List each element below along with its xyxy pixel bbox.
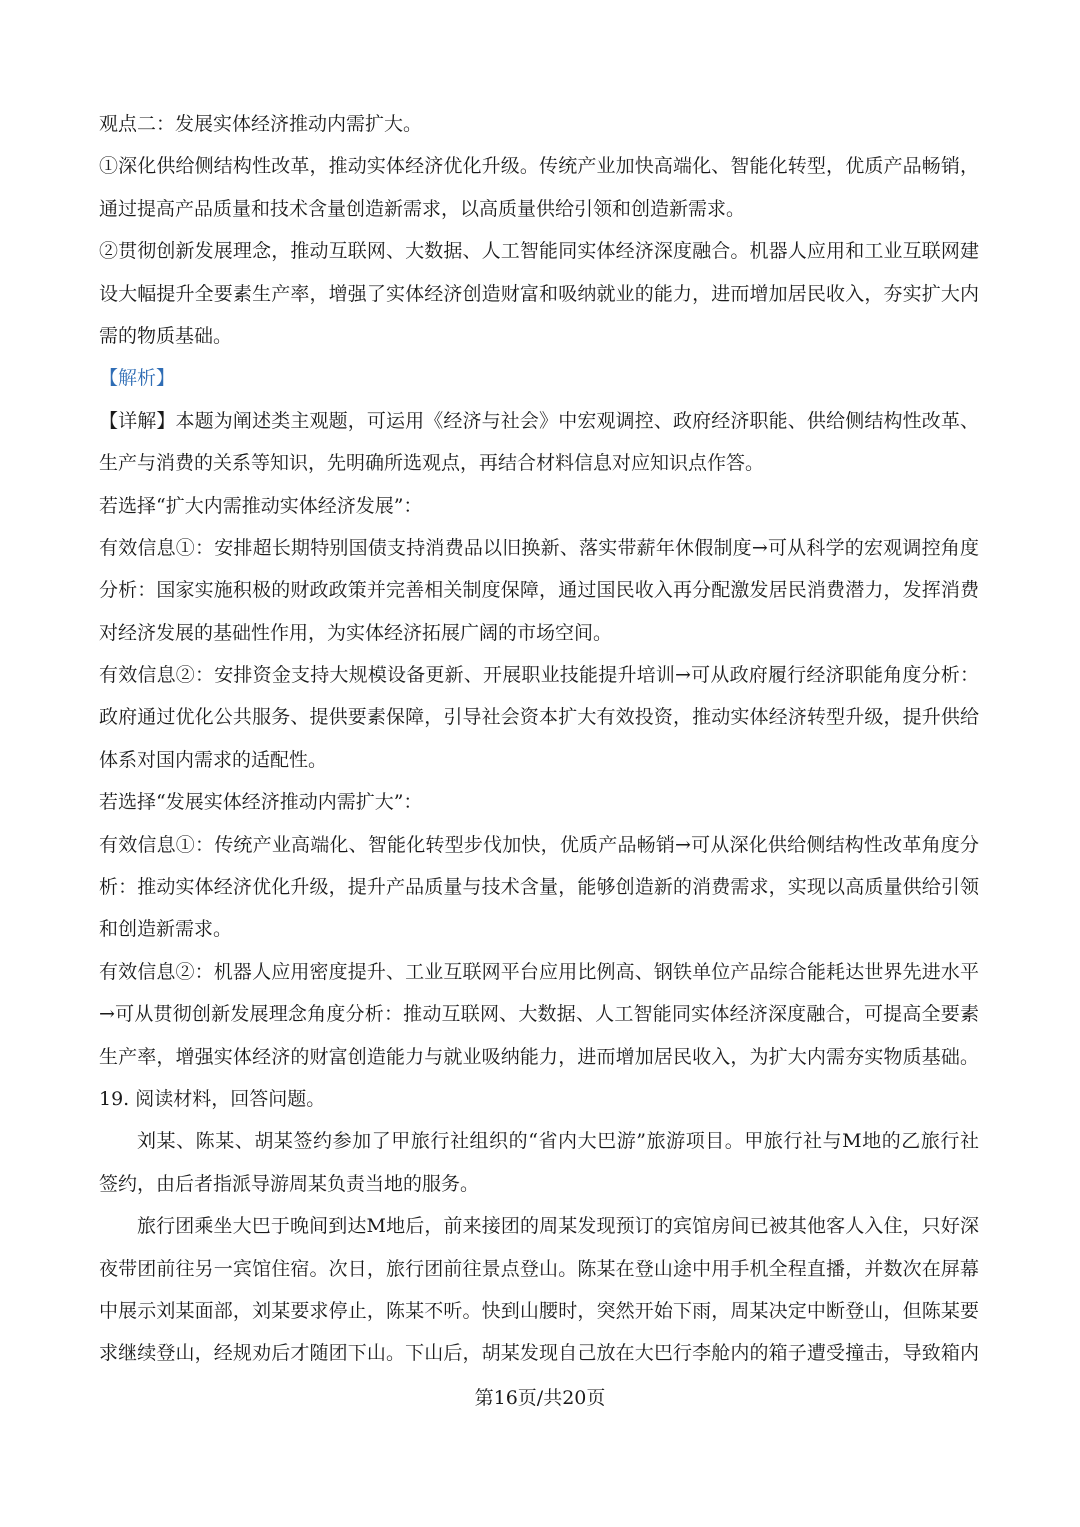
choice1-info2-line: 政府通过优化公共服务、提供要素保障，引导社会资本扩大有效投资，推动实体经济转型升级，提升供给 <box>99 706 979 729</box>
choice2-info1-line: 有效信息①：传统产业高端化、智能化转型步伐加快，优质产品畅销→可从深化供给侧结构性改革角度分 <box>99 833 979 856</box>
analysis-header: 【解析】 <box>99 367 176 390</box>
viewpoint-point2-line: ②贯彻创新发展理念，推动互联网、大数据、人工智能同实体经济深度融合。机器人应用和工业互联网建 <box>99 240 979 263</box>
viewpoint-title: 观点二：发展实体经济推动内需扩大。 <box>99 113 423 135</box>
choice2-info2-line: 有效信息②：机器人应用密度提升、工业互联网平台应用比例高、钢铁单位产品综合能耗达世界先进水平 <box>99 960 979 983</box>
choice1-info2-line: 体系对国内需求的适配性。 <box>99 748 328 771</box>
document-body <box>99 103 979 1375</box>
choice2-info1-line: 析：推动实体经济优化升级，提升产品质量与技术含量，能够创造新的消费需求，实现以高质量供给引领 <box>99 876 979 899</box>
choice1-info1-line: 对经济发展的基础性作用，为实体经济拓展广阔的市场空间。 <box>99 621 613 644</box>
detail-line: 生产与消费的关系等知识，先明确所选观点，再结合材料信息对应知识点作答。 <box>99 452 765 475</box>
choice1-info2-line: 有效信息②：安排资金支持大规模设备更新、开展职业技能提升培训→可从政府履行经济职能角度分析： <box>99 664 979 687</box>
detail-line: 【详解】本题为阐述类主观题，可运用《经济与社会》中宏观调控、政府经济职能、供给侧结构性改革、 <box>99 409 979 432</box>
question-stem: 19. 阅读材料，回答问题。 <box>99 1087 326 1110</box>
choice2-info2-line: 生产率，增强实体经济的财富创造能力与就业吸纳能力，进而增加居民收入，为扩大内需夯实物质基础。 <box>99 1045 979 1068</box>
material-para2-line: 旅行团乘坐大巴于晚间到达M地后，前来接团的周某发现预订的宾馆房间已被其他客人入住，只好深 <box>137 1215 979 1238</box>
choice1-heading: 若选择“扩大内需推动实体经济发展”： <box>99 494 423 517</box>
material-para2-line: 中展示刘某面部，刘某要求停止，陈某不听。快到山腰时，突然开始下雨，周某决定中断登山，但陈某要 <box>99 1299 979 1322</box>
choice1-info1-line: 有效信息①：安排超长期特别国债支持消费品以旧换新、落实带薪年休假制度→可从科学的宏观调控角度 <box>99 536 979 559</box>
choice2-info1-line: 和创造新需求。 <box>99 918 233 941</box>
viewpoint-point2-line: 需的物质基础。 <box>99 324 233 347</box>
choice2-info2-line: →可从贯彻创新发展理念角度分析：推动互联网、大数据、人工智能同实体经济深度融合，可提高全要素 <box>99 1003 979 1026</box>
page-number-footer: 第16页/共20页 <box>474 1387 606 1409</box>
material-para1-line: 刘某、陈某、胡某签约参加了甲旅行社组织的“省内大巴游”旅游项目。甲旅行社与M地的乙旅行社 <box>137 1130 979 1153</box>
material-para2-line: 求继续登山，经规劝后才随团下山。下山后，胡某发现自己放在大巴行李舱内的箱子遭受撞击，导致箱内 <box>99 1342 979 1365</box>
viewpoint-point2-line: 设大幅提升全要素生产率，增强了实体经济创造财富和吸纳就业的能力，进而增加居民收入，夯实扩大内 <box>99 282 979 305</box>
choice2-heading: 若选择“发展实体经济推动内需扩大”： <box>99 791 423 814</box>
material-para2-line: 夜带团前往另一宾馆住宿。次日，旅行团前往景点登山。陈某在登山途中用手机全程直播，并数次在屏幕 <box>99 1257 979 1280</box>
viewpoint-point1-line: ①深化供给侧结构性改革，推动实体经济优化升级。传统产业加快高端化、智能化转型，优质产品畅销， <box>99 155 979 178</box>
viewpoint-point1-line: 通过提高产品质量和技术含量创造新需求，以高质量供给引领和创造新需求。 <box>99 197 746 220</box>
material-para1-line: 签约，由后者指派导游周某负责当地的服务。 <box>99 1172 480 1195</box>
choice1-info1-line: 分析：国家实施积极的财政政策并完善相关制度保障，通过国民收入再分配激发居民消费潜力，发挥消费 <box>99 579 979 602</box>
